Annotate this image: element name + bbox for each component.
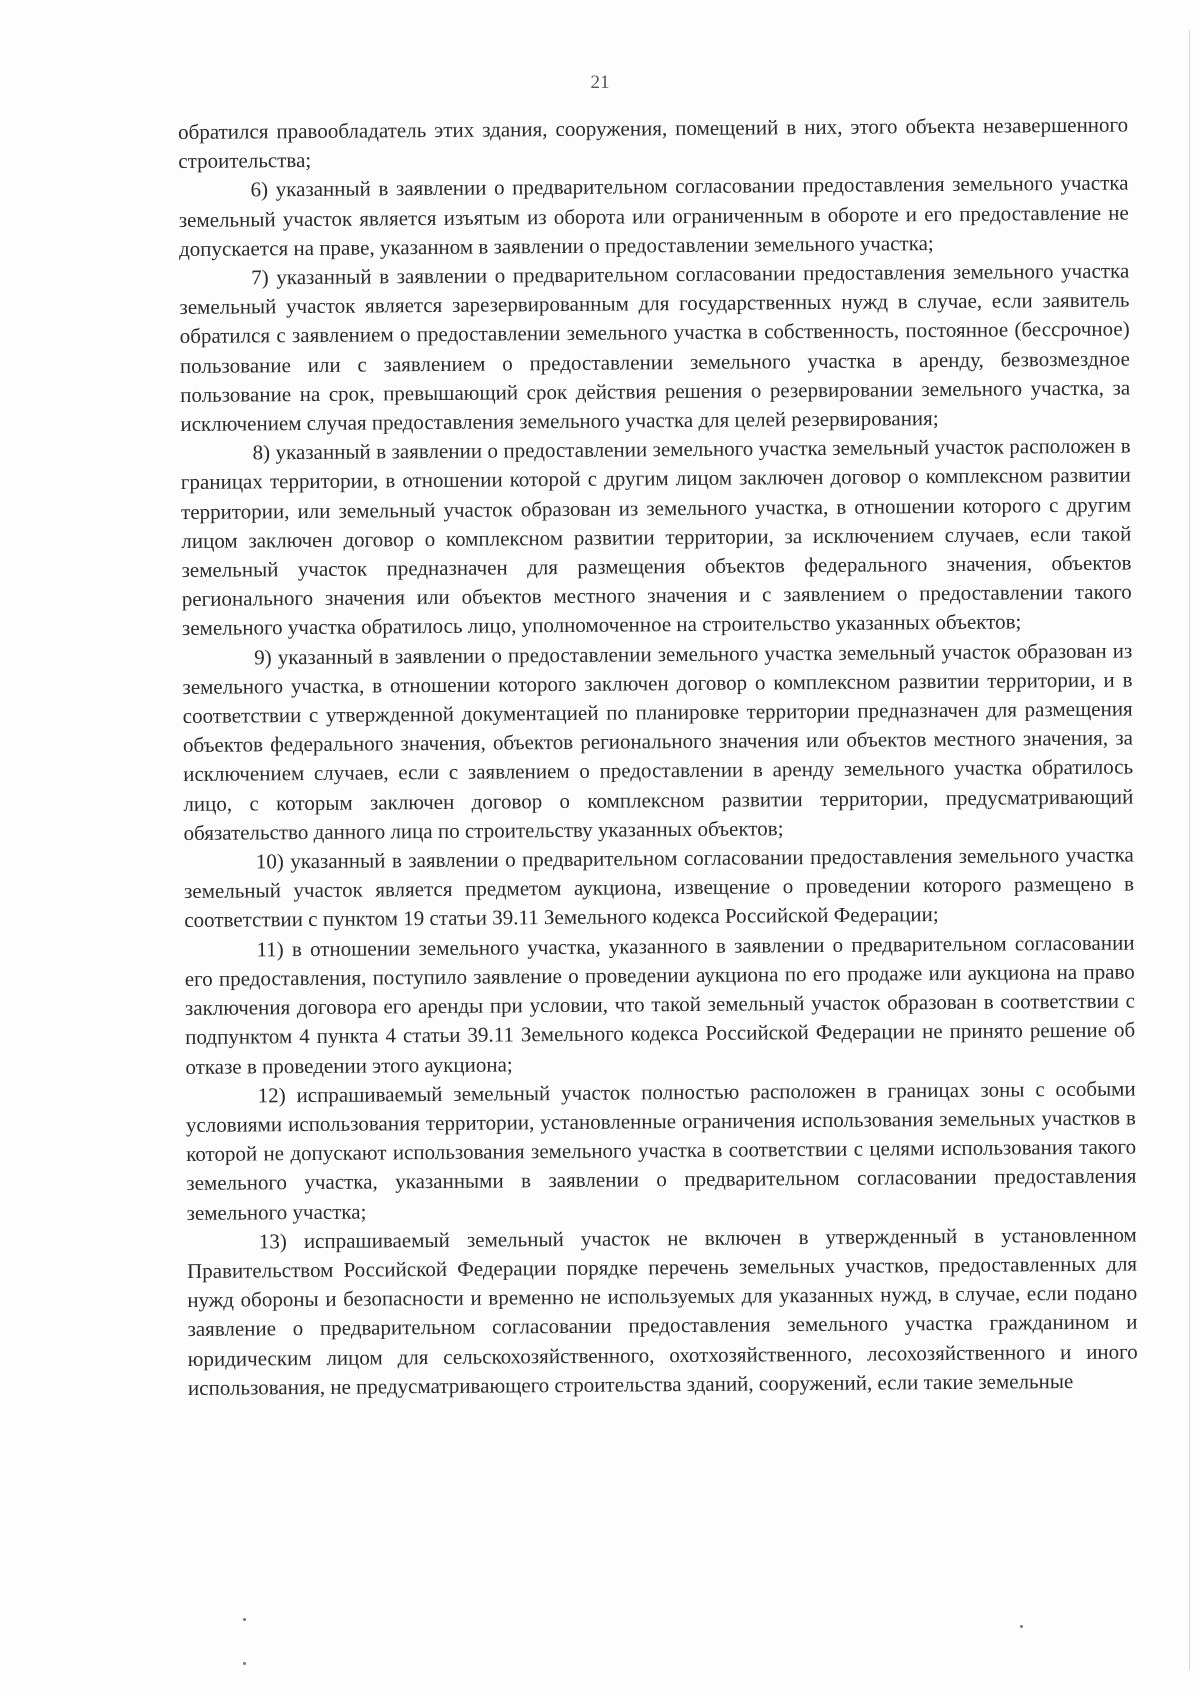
paragraph-item-9: 9) указанный в заявлении о предоставлении земельного участка земельный участок образован из земельного участка, в отношении которого заключен договор о комплексном развитии территории, и в соответствии с утвержденной документацией по планировке территории предназначен для размещения объектов федерального значения, объектов регионального значения или объектов местного значения, за исключением случаев, если с заявлением о предоставлении в аренду земельного участка обратилось лицо, с которым заключен договор о комплексном развитии территории, предусматривающий обязательство данного лица по строительству указанных объектов; — [182, 638, 1134, 845]
paragraph-item-8: 8) указанный в заявлении о предоставлении земельного участка земельный участок расположен в границах территории, в отношении которой с другим лицом заключен договор о комплексном развитии территории, или земельный участок образован из земельного участка, в отношении которого с другим лицом заключен договор о комплексном развитии территории, за исключением случаев, если такой земельный участок предназначен для размещения объектов федерального значения, объектов регионального значения или объектов местного значения и с заявлением о предоставлении такого земельного участка обратилось лицо, уполномоченное на строительство указанных объектов; — [180, 433, 1132, 641]
paragraph-item-10: 10) указанный в заявлении о предварительном согласовании предоставления земельного участка земельный участок является предметом аукциона, извещение о проведении которого размещено в соответствии с пунктом 19 статьи 39.11 Земельного кодекса Российской Федерации; — [183, 842, 1135, 933]
scan-speck — [1020, 1625, 1023, 1628]
paragraph-item-12: 12) испрашиваемый земельный участок полностью расположен в границах зоны с особыми условиями использования территории, установленные ограничения использования земельных участков в которой не допускают использования земельного участка в соответствии с целями использования такого земельного участка, указанными в заявлении о предварительном согласовании предоставления земельного участка; — [185, 1076, 1137, 1225]
paragraph-item-11: 11) в отношении земельного участка, указанного в заявлении о предварительном согласовании его предоставления, поступило заявление о проведении аукциона по его продаже или аукциона на право заключения договора его аренды при условии, что такой земельный участок образован в соответствии с подпунктом 4 пункта 4 статьи 39.11 Земельного кодекса Российской Федерации не принято решение об отказе в проведении этого аукциона; — [184, 930, 1136, 1079]
page-number: 21 — [590, 72, 610, 93]
paragraph-item-6: 6) указанный в заявлении о предварительном согласовании предоставления земельного участка земельный участок является изъятым из оборота или ограниченным в обороте и его предоставление не допускается на праве, указанном в заявлении о предоставлении земельного участка; — [178, 170, 1129, 261]
scan-edge-line — [1189, 30, 1190, 1670]
document-body — [178, 111, 1138, 1403]
paragraph-item-13: 13) испрашиваемый земельный участок не включен в утвержденный в установленном Правительством Российской Федерации порядке перечень земельных участков, предоставленных для нужд обороны и безопасности и временно не используемых для указанных нужд, в случае, если подано заявление о предварительном согласовании предоставления земельного участка гражданином и юридическим лицом для сельскохозяйственного, охотхозяйственного, лесохозяйственного и иного использования, не предусматривающего строительства зданий, сооружений, если такие земельные — [186, 1222, 1138, 1400]
scan-speck — [243, 1662, 246, 1665]
scan-speck — [243, 1618, 246, 1621]
paragraph-continuation: обратился правообладатель этих здания, сооружения, помещений в них, этого объекта незавершенного строительства; — [178, 112, 1129, 174]
paragraph-item-7: 7) указанный в заявлении о предварительном согласовании предоставления земельного участка земельный участок является зарезервированным для государственных нужд в случае, если заявитель обратился с заявлением о предоставлении земельного участка в собственность, постоянное (бессрочное) пользование или с заявлением о предоставлении земельного участка в аренду, безвозмездное пользование на срок, превышающий срок действия решения о резервировании земельного участка, за исключением случая предоставления земельного участка для целей резервирования; — [179, 258, 1131, 437]
